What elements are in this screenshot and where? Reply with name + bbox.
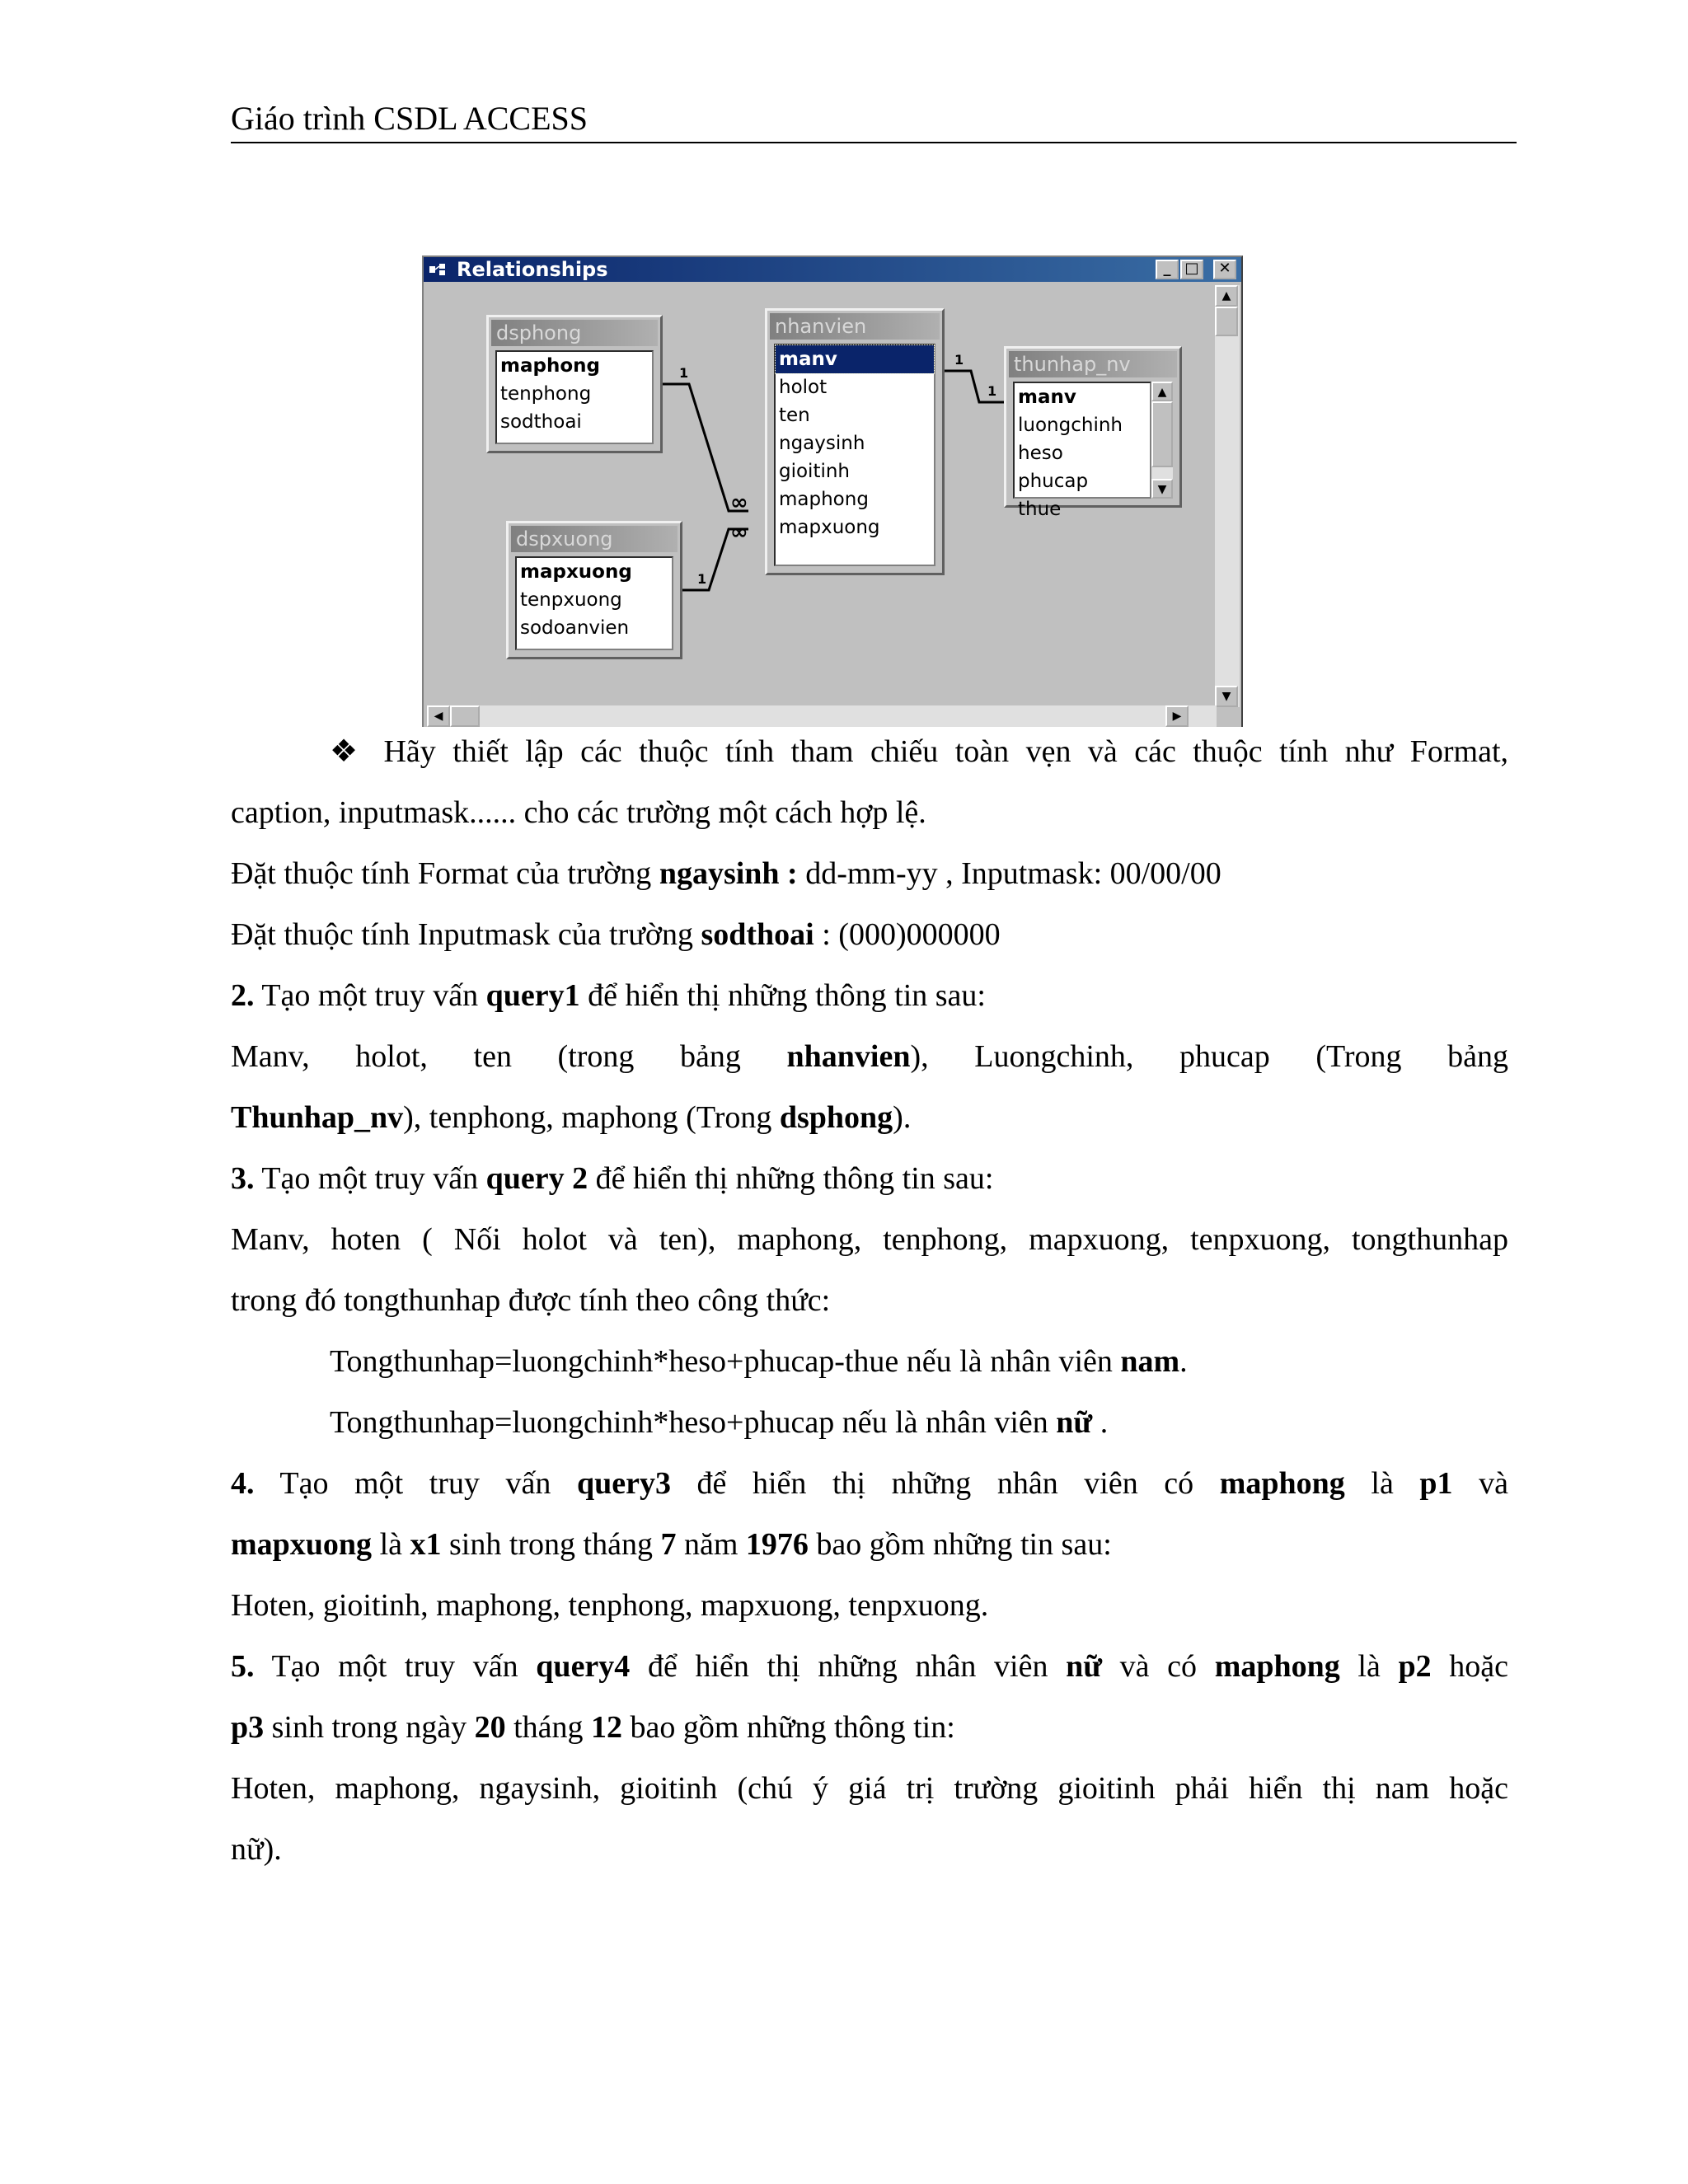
field-item[interactable]: tenphong <box>500 383 592 405</box>
field-item[interactable]: sodoanvien <box>520 617 630 639</box>
minimize-icon: _ <box>1163 260 1171 277</box>
field-list[interactable] <box>1013 382 1151 520</box>
field-item-selected[interactable]: manv <box>776 345 934 373</box>
horizontal-scrollbar[interactable] <box>427 705 1217 727</box>
arrow-down-icon: ▼ <box>1157 483 1167 496</box>
rel-one-label-nhanvien: 1 <box>954 352 964 368</box>
window-title: Relationships <box>457 258 608 281</box>
field-item[interactable]: phucap <box>1018 471 1089 492</box>
table-caption[interactable]: dsphong <box>491 320 658 346</box>
field-item[interactable]: gioitinh <box>779 461 851 482</box>
paragraph-line: Manv, holot, ten (trong bảng nhanvien), Luongchinh, phucap (Trong bảng <box>231 1039 1508 1074</box>
paragraph-line: Đặt thuộc tính Format của trường ngaysinh : dd-mm-yy , Inputmask: 00/00/00 <box>231 856 1221 891</box>
paragraph-line: Đặt thuộc tính Inputmask của trường sodthoai : (000)000000 <box>231 917 1001 952</box>
arrow-down-icon: ▼ <box>1221 690 1231 703</box>
field-item[interactable]: thue <box>1018 499 1062 520</box>
maximize-button[interactable] <box>1180 260 1203 279</box>
page-header: Giáo trình CSDL ACCESS <box>231 97 1517 143</box>
question-3: 3. Tạo một truy vấn query 2 để hiển thị những thông tin sau: <box>231 1161 994 1196</box>
field-list[interactable] <box>774 344 935 566</box>
relationships-window[interactable] <box>422 255 1243 727</box>
field-item[interactable]: ngaysinh <box>779 433 865 454</box>
table-caption[interactable]: thunhap_nv <box>1009 351 1177 377</box>
arrow-left-icon: ◀ <box>434 710 443 723</box>
arrow-up-icon: ▲ <box>1157 386 1167 399</box>
field-list[interactable] <box>515 556 673 650</box>
paragraph-line: p3 sinh trong ngày 20 tháng 12 bao gồm những thông tin: <box>231 1710 955 1745</box>
formula-line: Tongthunhap=luongchinh*heso+phucap nếu là nhân viên nữ . <box>330 1405 1109 1440</box>
field-item[interactable]: maphong <box>779 489 869 510</box>
table-dsphong[interactable] <box>486 315 663 453</box>
window-titlebar[interactable] <box>424 257 1241 282</box>
bullet-icon: ❖ <box>330 734 368 769</box>
arrow-up-icon: ▲ <box>1221 289 1231 302</box>
table-scrollbar[interactable] <box>1151 382 1173 499</box>
close-icon: ✕ <box>1218 260 1231 277</box>
field-item[interactable]: ten <box>779 405 810 426</box>
paragraph-line: ❖ Hãy thiết lập các thuộc tính tham chiếu toàn vẹn và các thuộc tính như Format, <box>330 734 1508 769</box>
table-nhanvien[interactable] <box>765 308 945 575</box>
paragraph-line: caption, inputmask...... cho các trường một cách hợp lệ. <box>231 795 926 830</box>
field-item[interactable]: manv <box>1018 387 1076 408</box>
rel-many-label-dsphong: ∞ <box>730 490 748 515</box>
question-2: 2. Tạo một truy vấn query1 để hiển thị những thông tin sau: <box>231 978 986 1013</box>
field-item[interactable]: heso <box>1018 443 1063 464</box>
table-dspxuong[interactable] <box>506 521 682 659</box>
field-item[interactable]: mapxuong <box>520 561 632 583</box>
arrow-right-icon: ▶ <box>1172 710 1182 723</box>
field-item[interactable]: luongchinh <box>1018 415 1123 436</box>
scroll-up-button[interactable] <box>1151 382 1173 401</box>
scroll-down-button[interactable] <box>1215 686 1238 707</box>
scroll-up-button[interactable] <box>1215 285 1238 307</box>
question-5: 5. Tạo một truy vấn query4 để hiển thị những nhân viên nữ và có maphong là p2 hoặc <box>231 1649 1508 1684</box>
scroll-left-button[interactable] <box>427 705 450 727</box>
rel-one-label-thunhap: 1 <box>987 383 997 399</box>
rel-one-label-dspxuong: 1 <box>697 571 707 587</box>
relationships-icon <box>429 263 447 276</box>
scroll-thumb[interactable] <box>450 705 480 727</box>
paragraph-line: Hoten, gioitinh, maphong, tenphong, mapxuong, tenpxuong. <box>231 1588 989 1623</box>
scroll-right-button[interactable] <box>1165 705 1189 727</box>
table-caption[interactable]: dspxuong <box>511 526 678 552</box>
field-item[interactable]: tenpxuong <box>520 589 622 611</box>
scroll-thumb[interactable] <box>1151 401 1173 467</box>
scroll-thumb[interactable] <box>1215 307 1238 336</box>
rel-line-nhanvien-thunhap <box>945 371 1007 402</box>
table-thunhap-nv[interactable] <box>1004 346 1182 520</box>
field-item[interactable]: holot <box>779 377 828 398</box>
table-caption[interactable]: nhanvien <box>770 313 940 340</box>
formula-line: Tongthunhap=luongchinh*heso+phucap-thue nếu là nhân viên nam. <box>330 1344 1188 1379</box>
maximize-icon: □ <box>1184 260 1199 277</box>
rel-many-label-dspxuong: ∞ <box>730 520 748 545</box>
field-item[interactable]: sodthoai <box>500 411 582 433</box>
relationships-canvas[interactable] <box>427 285 1215 707</box>
rel-one-label-dsphong: 1 <box>679 365 689 381</box>
paragraph-line: nữ). <box>231 1832 282 1867</box>
field-list[interactable] <box>495 350 654 444</box>
field-item[interactable]: maphong <box>500 355 600 377</box>
paragraph-line: Hoten, maphong, ngaysinh, gioitinh (chú ý giá trị trường gioitinh phải hiển thị nam hoặc <box>231 1771 1508 1806</box>
vertical-scrollbar[interactable] <box>1215 285 1240 707</box>
paragraph-line: mapxuong là x1 sinh trong tháng 7 năm 1976 bao gồm những tin sau: <box>231 1527 1112 1562</box>
minimize-button[interactable] <box>1156 260 1179 279</box>
paragraph-line: Thunhap_nv), tenphong, maphong (Trong dsphong). <box>231 1100 912 1135</box>
scroll-down-button[interactable] <box>1151 479 1173 499</box>
paragraph-line: trong đó tongthunhap được tính theo công thức: <box>231 1283 831 1318</box>
question-4: 4. Tạo một truy vấn query3 để hiển thị những nhân viên có maphong là p1 và <box>231 1466 1508 1501</box>
paragraph-line: Manv, hoten ( Nối holot và ten), maphong, tenphong, mapxuong, tenpxuong, tongthunhap <box>231 1222 1508 1257</box>
close-button[interactable] <box>1213 260 1236 279</box>
field-item[interactable]: mapxuong <box>779 517 880 538</box>
